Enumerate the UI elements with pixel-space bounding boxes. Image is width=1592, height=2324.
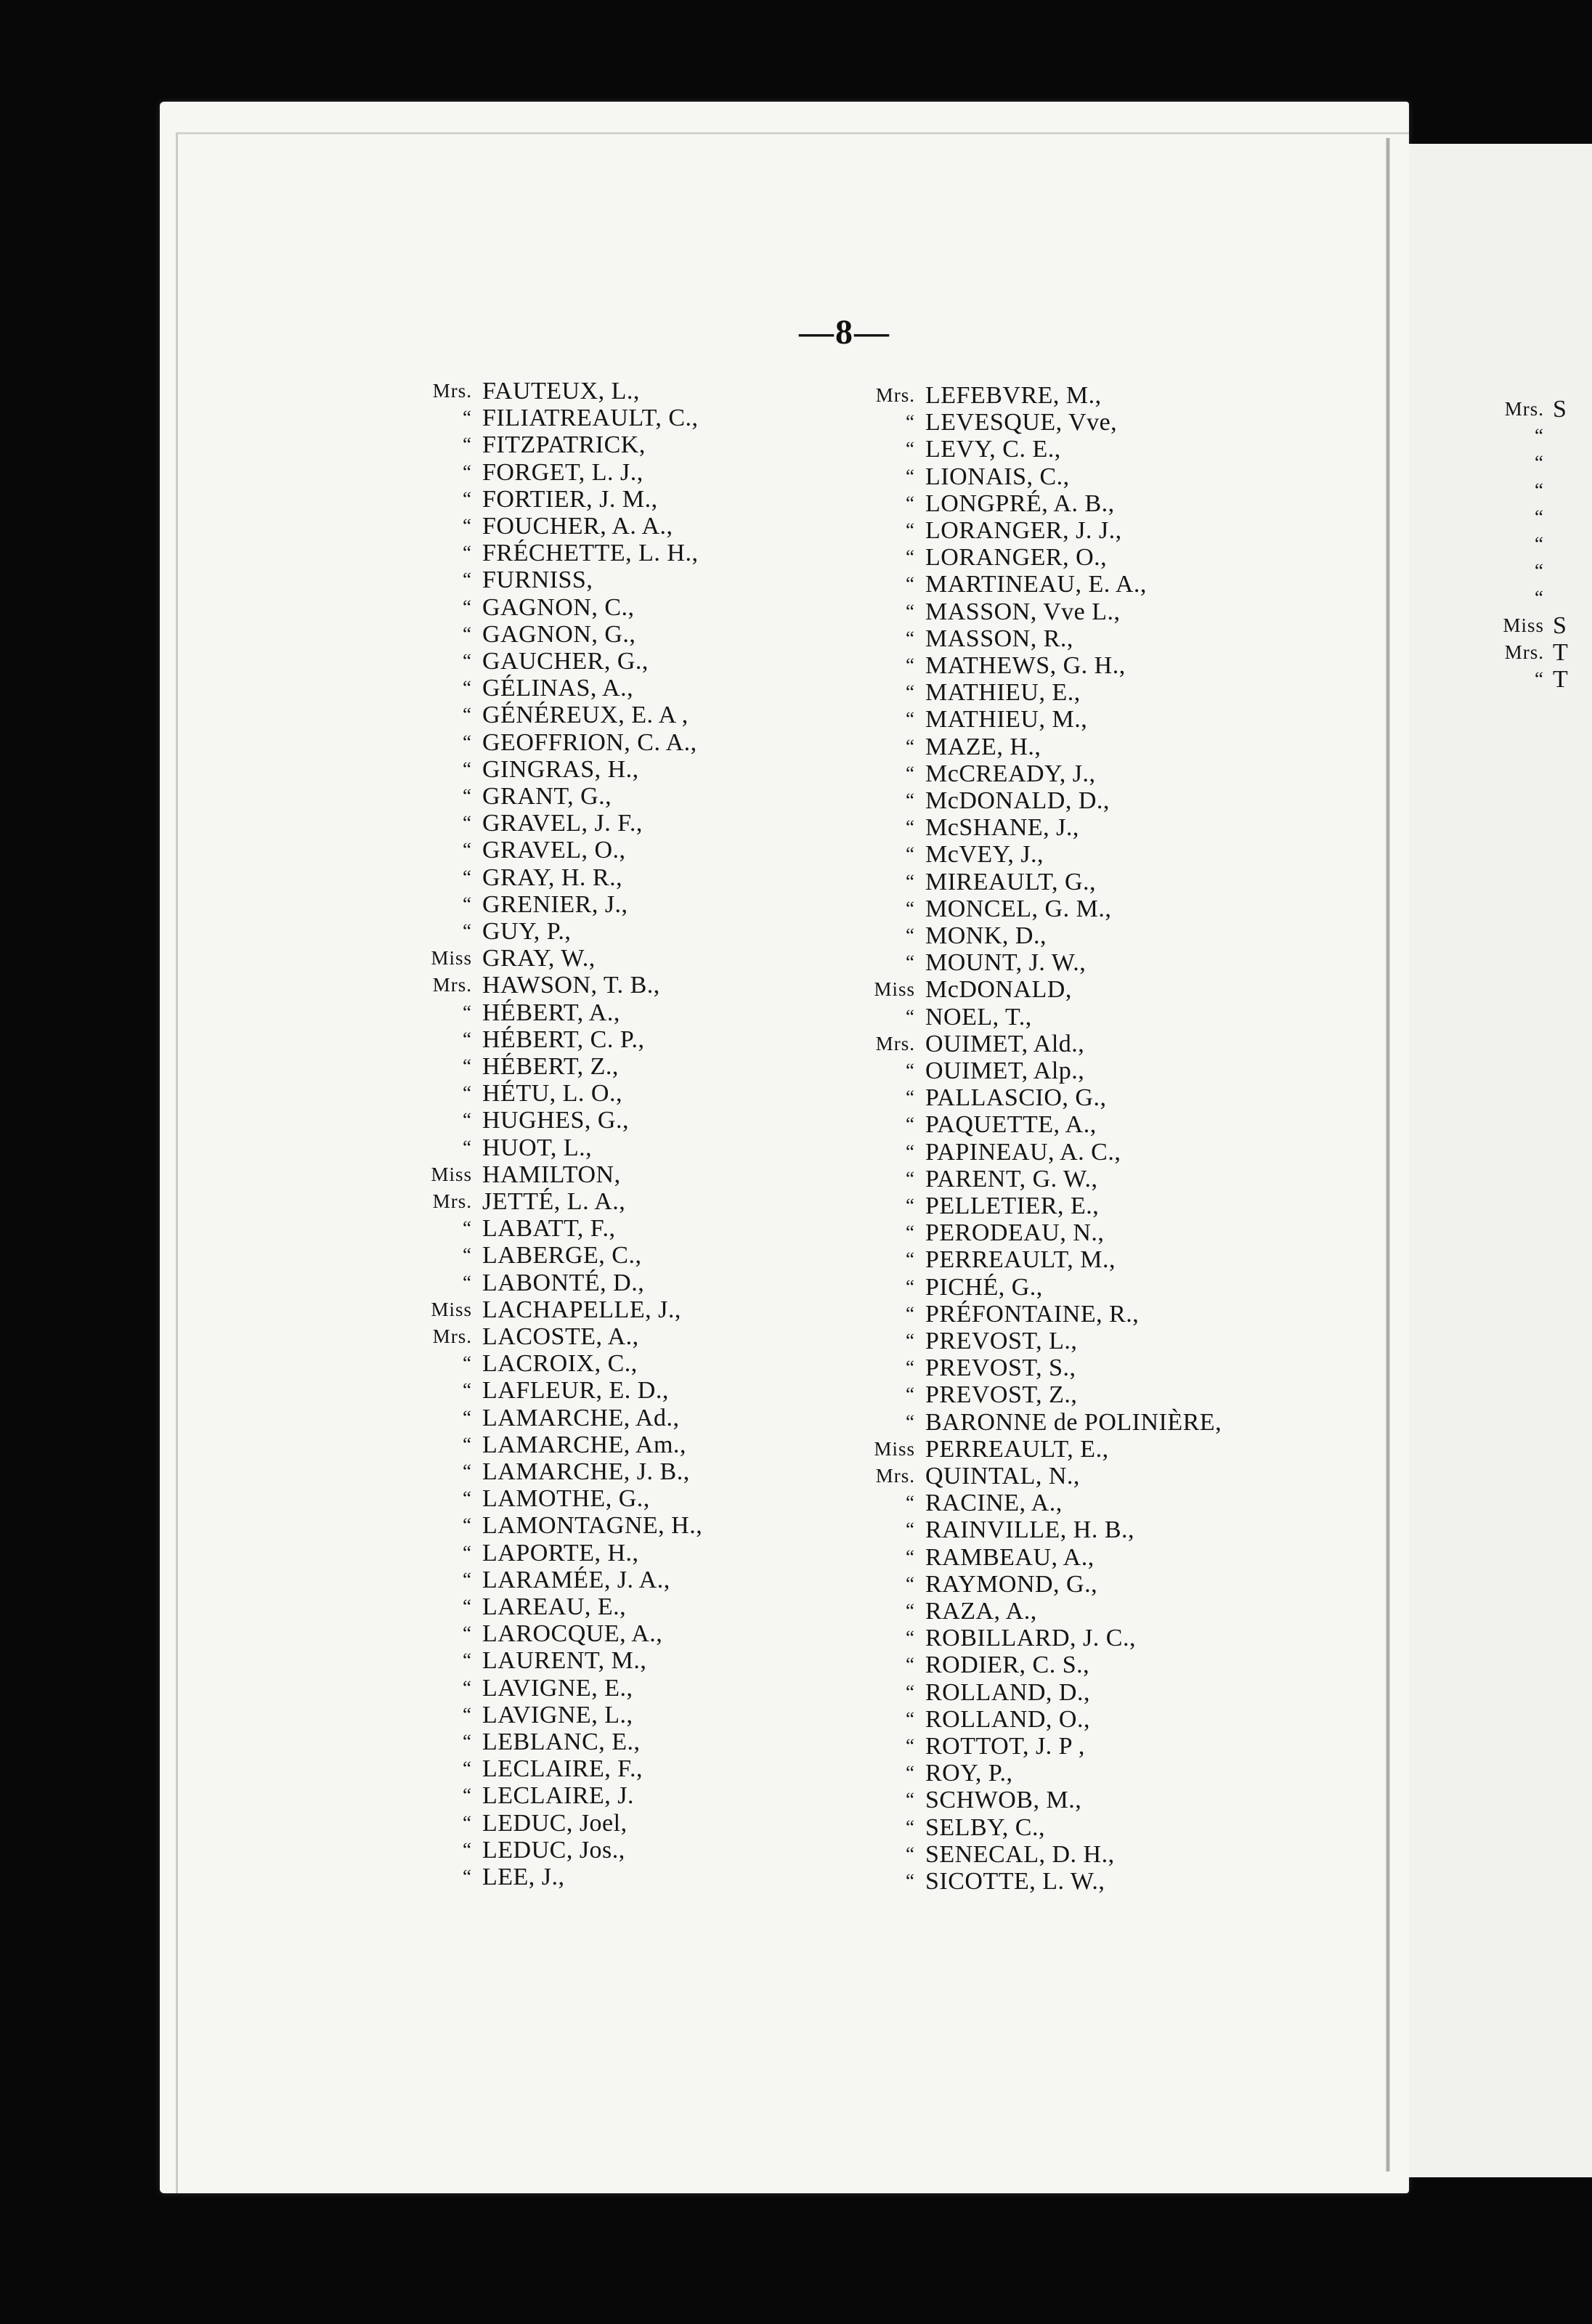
- entry-name: FAUTEUX, L.,: [482, 378, 640, 405]
- entry-name: NOEL, T.,: [925, 1003, 1032, 1031]
- entry-name: FRÉCHETTE, L. H.,: [482, 540, 699, 567]
- entry-prefix: “: [906, 1572, 915, 1595]
- entry-prefix: “: [906, 925, 915, 946]
- entry-name: PREVOST, S.,: [925, 1354, 1076, 1382]
- entry-prefix: “: [463, 1514, 472, 1537]
- entry-prefix: Mrs.: [432, 1190, 472, 1212]
- entry-name: GAGNON, C.,: [482, 593, 635, 621]
- entry-prefix: “: [463, 650, 472, 672]
- entry-prefix: “: [463, 1596, 472, 1617]
- entry-name: PREVOST, Z.,: [925, 1381, 1078, 1409]
- entry-prefix: “: [906, 492, 915, 514]
- entry-prefix: “: [906, 1005, 915, 1028]
- entry-prefix: “: [906, 438, 915, 460]
- entry-prefix: “: [906, 627, 915, 649]
- entry-prefix: “: [906, 1167, 915, 1190]
- entry-prefix: Mrs.: [432, 974, 472, 996]
- entry-prefix: “: [463, 731, 472, 753]
- entry-name: PAQUETTE, A.,: [925, 1111, 1097, 1139]
- entry-name: LAMONTAGNE, H.,: [482, 1512, 703, 1540]
- entry-name: LARAMÉE, J. A.,: [482, 1566, 670, 1593]
- entry-name: GRENIER, J.,: [482, 890, 628, 918]
- entry-name: PERREAULT, E.,: [925, 1435, 1109, 1463]
- entry-prefix: “: [463, 1055, 472, 1077]
- entry-prefix: “: [463, 1028, 472, 1050]
- entry-name: GRAVEL, O.,: [482, 837, 626, 864]
- entry-prefix: “: [463, 1676, 472, 1699]
- entry-name: PELLETIER, E.,: [925, 1193, 1100, 1219]
- entry-name: FOUCHER, A. A.,: [482, 513, 673, 540]
- entry-prefix: Miss: [874, 978, 915, 1001]
- entry-name: PERODEAU, N.,: [925, 1219, 1105, 1247]
- entry-name: LEVESQUE, Vve,: [925, 409, 1118, 436]
- entry-name: PAPINEAU, A. C.,: [925, 1138, 1121, 1166]
- entry-prefix: “: [1535, 668, 1544, 690]
- entry-prefix: “: [463, 1244, 472, 1267]
- entry-name: McCREADY, J.,: [925, 760, 1096, 787]
- entry-name: LONGPRÉ, A. B.,: [925, 489, 1115, 517]
- entry-prefix: “: [463, 1082, 472, 1105]
- entry-name: OUIMET, Alp.,: [925, 1057, 1085, 1084]
- entry-prefix: “: [463, 839, 472, 861]
- entry-prefix: “: [463, 1731, 472, 1752]
- entry-prefix: “: [463, 1568, 472, 1590]
- entry-name: HÉTU, L. O.,: [482, 1080, 622, 1108]
- entry-name: LEVY, C. E.,: [925, 436, 1061, 463]
- entry-name: GÉLINAS, A.,: [482, 675, 634, 702]
- entry-prefix: “: [463, 1217, 472, 1240]
- entry-prefix: “: [906, 1870, 915, 1892]
- entry-name: ROLLAND, O.,: [925, 1705, 1090, 1733]
- entry-prefix: “: [906, 1600, 915, 1622]
- entry-prefix: “: [463, 757, 472, 780]
- entry-name: LORANGER, J. J.,: [925, 517, 1122, 544]
- entry-prefix: “: [906, 1384, 915, 1406]
- entry-prefix: “: [906, 816, 915, 839]
- entry-name: MOUNT, J. W.,: [925, 949, 1087, 977]
- entry-prefix: “: [906, 1410, 915, 1433]
- entry-prefix: “: [463, 515, 472, 537]
- entry-prefix: “: [463, 785, 472, 807]
- entry-prefix: “: [906, 1816, 915, 1838]
- entry-prefix: “: [906, 1140, 915, 1163]
- entry-name: QUINTAL, N.,: [925, 1463, 1080, 1490]
- entry-name: FORGET, L. J.,: [482, 458, 643, 486]
- entry-prefix: “: [906, 708, 915, 731]
- entry-prefix: “: [906, 1681, 915, 1703]
- entry-prefix: “: [463, 1136, 472, 1158]
- entry-prefix: “: [906, 681, 915, 704]
- entry-prefix: “: [906, 411, 915, 434]
- entry-prefix: Mrs.: [875, 1465, 915, 1487]
- entry-prefix: “: [906, 1086, 915, 1109]
- entry-prefix: “: [906, 1195, 915, 1216]
- entry-prefix: “: [906, 1492, 915, 1514]
- entry-name: LAROCQUE, A.,: [482, 1620, 663, 1648]
- entry-name: MATHIEU, E.,: [925, 679, 1081, 707]
- entry-name: HÉBERT, Z.,: [482, 1053, 619, 1080]
- entry-prefix: “: [463, 893, 472, 915]
- entry-prefix: “: [463, 677, 472, 699]
- entry-prefix: “: [906, 735, 915, 757]
- entry-name: LAVIGNE, L.,: [482, 1701, 633, 1728]
- entry-name: RAZA, A.,: [925, 1598, 1037, 1625]
- entry-name: MASSON, Vve L.,: [925, 598, 1121, 625]
- entry-name: PALLASCIO, G.,: [925, 1084, 1107, 1112]
- entry-name: HAWSON, T. B.,: [482, 972, 660, 999]
- entry-name: MASSON, R.,: [925, 625, 1073, 652]
- entry-name: GÉNÉREUX, E. A ,: [482, 702, 689, 729]
- entry-prefix: “: [463, 1271, 472, 1293]
- entry-name: ROBILLARD, J. C.,: [925, 1625, 1136, 1652]
- entry-prefix: “: [463, 866, 472, 888]
- entry-prefix: “: [906, 951, 915, 974]
- entry-name: LEE, J.,: [482, 1864, 565, 1890]
- entry-prefix: “: [1535, 452, 1544, 474]
- entry-prefix: “: [463, 1838, 472, 1861]
- entry-name: McDONALD, D.,: [925, 787, 1110, 814]
- entry-prefix: “: [1535, 479, 1544, 501]
- entry-name: LAPORTE, H.,: [482, 1539, 639, 1567]
- entry-prefix: “: [1535, 533, 1544, 555]
- entry-prefix: “: [906, 1627, 915, 1649]
- entry-prefix: “: [463, 1811, 472, 1834]
- entry-name: S: [1553, 396, 1567, 423]
- entry-name: LIONAIS, C.,: [925, 463, 1070, 490]
- entry-name: LAURENT, M.,: [482, 1647, 647, 1675]
- entry-prefix: “: [906, 546, 915, 569]
- entry-prefix: “: [906, 465, 915, 487]
- entry-prefix: “: [463, 542, 472, 564]
- entry-prefix: “: [1535, 505, 1544, 528]
- entry-name: BARONNE de POLINIÈRE,: [925, 1408, 1222, 1436]
- entry-prefix: “: [906, 519, 915, 541]
- entry-prefix: “: [463, 1703, 472, 1726]
- entry-name: FILIATREAULT, C.,: [482, 405, 699, 432]
- entry-name: LEBLANC, E.,: [482, 1728, 641, 1755]
- entry-name: PICHÉ, G.,: [925, 1273, 1043, 1301]
- entry-name: LECLAIRE, F.,: [482, 1755, 643, 1783]
- entry-prefix: “: [463, 1649, 472, 1672]
- entry-prefix: “: [906, 1545, 915, 1568]
- entry-prefix: “: [906, 654, 915, 676]
- entry-name: LEFEBVRE, M.,: [925, 382, 1102, 409]
- entry-prefix: “: [906, 1275, 915, 1298]
- entry-name: RACINE, A.,: [925, 1490, 1063, 1517]
- entry-name: T: [1553, 666, 1569, 693]
- entry-name: PREVOST, L.,: [925, 1328, 1078, 1354]
- entry-prefix: Mrs.: [432, 1325, 472, 1347]
- entry-name: LABATT, F.,: [482, 1215, 616, 1243]
- entry-prefix: “: [906, 573, 915, 596]
- entry-prefix: Mrs.: [875, 384, 915, 406]
- entry-prefix: “: [906, 843, 915, 866]
- entry-name: HÉBERT, C. P.,: [482, 1025, 645, 1053]
- entry-name: MATHIEU, M.,: [925, 706, 1088, 734]
- entry-name: FORTIER, J. M.,: [482, 485, 658, 513]
- entry-prefix: “: [463, 460, 472, 483]
- entry-prefix: “: [906, 762, 915, 784]
- entry-name: LACHAPELLE, J.,: [482, 1296, 681, 1323]
- entry-prefix: “: [463, 487, 472, 510]
- entry-prefix: Mrs.: [1504, 398, 1544, 420]
- entry-name: GAUCHER, G.,: [482, 648, 649, 675]
- entry-prefix: “: [463, 1460, 472, 1482]
- entry-prefix: “: [463, 1001, 472, 1023]
- entry-prefix: “: [463, 622, 472, 645]
- page-number: —8—: [799, 313, 890, 352]
- entry-name: FURNISS,: [482, 566, 593, 594]
- entry-prefix: “: [463, 1866, 472, 1888]
- entry-prefix: “: [906, 1248, 915, 1271]
- entry-name: MATHEWS, G. H.,: [925, 652, 1126, 679]
- entry-prefix: “: [463, 569, 472, 591]
- entry-name: PRÉFONTAINE, R.,: [925, 1300, 1140, 1328]
- entry-prefix: “: [1535, 587, 1544, 609]
- entry-prefix: “: [906, 1222, 915, 1244]
- entry-prefix: “: [1535, 425, 1544, 447]
- entry-prefix: “: [463, 704, 472, 726]
- entry-name: HUOT, L.,: [482, 1134, 593, 1161]
- entry-name: S: [1553, 612, 1567, 639]
- entry-name: SELBY, C.,: [925, 1813, 1045, 1841]
- entry-name: LEDUC, Jos.,: [482, 1836, 625, 1864]
- entry-prefix: “: [906, 1654, 915, 1676]
- entry-prefix: “: [906, 1789, 915, 1811]
- entry-prefix: “: [906, 1762, 915, 1784]
- entry-name: MONCEL, G. M.,: [925, 895, 1112, 922]
- entry-prefix: “: [463, 1352, 472, 1375]
- entry-name: FITZPATRICK,: [482, 431, 646, 459]
- entry-name: GINGRAS, H.,: [482, 755, 639, 783]
- entry-prefix: “: [906, 600, 915, 622]
- entry-name: PARENT, G. W.,: [925, 1165, 1098, 1193]
- entry-name: MIREAULT, G.,: [925, 868, 1097, 895]
- entry-name: LACOSTE, A.,: [482, 1323, 639, 1350]
- entry-name: LABERGE, C.,: [482, 1242, 642, 1269]
- entry-name: MARTINEAU, E. A.,: [925, 571, 1147, 598]
- entry-prefix: “: [1535, 560, 1544, 582]
- entry-prefix: “: [463, 812, 472, 834]
- entry-name: GUY, P.,: [482, 918, 572, 945]
- entry-name: GAGNON, G.,: [482, 620, 636, 648]
- entry-name: RAMBEAU, A.,: [925, 1543, 1094, 1571]
- entry-prefix: Miss: [431, 1163, 472, 1185]
- page-inner-edge: [176, 132, 1409, 2193]
- entry-name: LAMARCHE, Ad.,: [482, 1404, 680, 1431]
- entry-name: SCHWOB, M.,: [925, 1787, 1082, 1814]
- entry-name: ROY, P.,: [925, 1760, 1013, 1787]
- entry-prefix: “: [906, 1842, 915, 1865]
- entry-prefix: “: [906, 1113, 915, 1136]
- entry-prefix: “: [463, 920, 472, 942]
- entry-prefix: “: [906, 789, 915, 811]
- entry-prefix: “: [463, 1406, 472, 1429]
- entry-prefix: “: [463, 434, 472, 456]
- entry-name: GRAY, H. R.,: [482, 864, 623, 891]
- entry-name: McVEY, J.,: [925, 841, 1044, 869]
- entry-prefix: “: [463, 596, 472, 618]
- entry-prefix: “: [906, 1707, 915, 1730]
- entry-name: LAFLEUR, E. D.,: [482, 1377, 669, 1405]
- entry-prefix: Mrs.: [1504, 641, 1544, 663]
- entry-name: ROLLAND, D.,: [925, 1678, 1090, 1706]
- entry-name: GRAVEL, J. F.,: [482, 810, 643, 837]
- entry-prefix: “: [906, 1302, 915, 1325]
- entry-name: RODIER, C. S.,: [925, 1651, 1090, 1679]
- entry-name: LAMOTHE, G.,: [482, 1485, 650, 1513]
- entry-name: GEOFFRION, C. A.,: [482, 728, 697, 756]
- entry-prefix: “: [463, 1109, 472, 1131]
- entry-name: SENECAL, D. H.,: [925, 1840, 1115, 1868]
- entry-name: GRANT, G.,: [482, 783, 612, 810]
- page-gutter: [1386, 138, 1390, 2171]
- entry-name: RAINVILLE, H. B.,: [925, 1516, 1135, 1544]
- entry-prefix: Miss: [1503, 614, 1544, 636]
- entry-name: LACROIX, C.,: [482, 1350, 638, 1378]
- entry-prefix: “: [463, 1622, 472, 1645]
- entry-name: LAVIGNE, E.,: [482, 1674, 633, 1702]
- entry-name: PERREAULT, M.,: [925, 1246, 1116, 1274]
- entry-name: JETTÉ, L. A.,: [482, 1188, 626, 1215]
- entry-name: McDONALD,: [925, 976, 1072, 1004]
- entry-name: HAMILTON,: [482, 1161, 621, 1188]
- entry-name: HÉBERT, A.,: [482, 999, 620, 1026]
- entry-prefix: “: [463, 407, 472, 429]
- entry-name: LECLAIRE, J.: [482, 1782, 635, 1810]
- entry-name: GRAY, W.,: [482, 945, 596, 972]
- entry-prefix: Miss: [431, 1298, 472, 1320]
- entry-prefix: “: [906, 1330, 915, 1352]
- entry-name: LAREAU, E.,: [482, 1593, 627, 1620]
- entry-name: ROTTOT, J. P ,: [925, 1733, 1085, 1760]
- entry-name: T: [1553, 638, 1569, 666]
- adjacent-page: [1390, 144, 1592, 2177]
- entry-prefix: Mrs.: [432, 380, 472, 402]
- entry-prefix: “: [463, 1784, 472, 1807]
- entry-name: LEDUC, Joel,: [482, 1809, 628, 1837]
- entry-name: McSHANE, J.,: [925, 814, 1079, 842]
- entry-name: MAZE, H.,: [925, 733, 1041, 760]
- entry-prefix: “: [463, 1758, 472, 1780]
- entry-name: LAMARCHE, Am.,: [482, 1431, 686, 1458]
- entry-name: MONK, D.,: [925, 922, 1047, 949]
- entry-prefix: “: [906, 897, 915, 919]
- entry-prefix: “: [463, 1433, 472, 1455]
- entry-prefix: “: [463, 1541, 472, 1564]
- entry-name: HUGHES, G.,: [482, 1107, 629, 1134]
- entry-name: SICOTTE, L. W.,: [925, 1868, 1105, 1895]
- entry-prefix: “: [463, 1487, 472, 1510]
- entry-prefix: “: [906, 1357, 915, 1379]
- entry-name: LORANGER, O.,: [925, 544, 1108, 572]
- entry-prefix: “: [906, 870, 915, 893]
- entry-prefix: “: [906, 1735, 915, 1757]
- entry-name: LAMARCHE, J. B.,: [482, 1458, 690, 1485]
- entry-prefix: Mrs.: [875, 1032, 915, 1055]
- entry-prefix: “: [906, 1519, 915, 1541]
- entry-name: RAYMOND, G.,: [925, 1570, 1098, 1598]
- entry-prefix: Miss: [874, 1437, 915, 1460]
- entry-name: LABONTÉ, D.,: [482, 1269, 645, 1296]
- entry-prefix: “: [463, 1379, 472, 1402]
- entry-name: OUIMET, Ald.,: [925, 1030, 1085, 1057]
- entry-prefix: “: [906, 1060, 915, 1081]
- entry-prefix: Miss: [431, 947, 472, 970]
